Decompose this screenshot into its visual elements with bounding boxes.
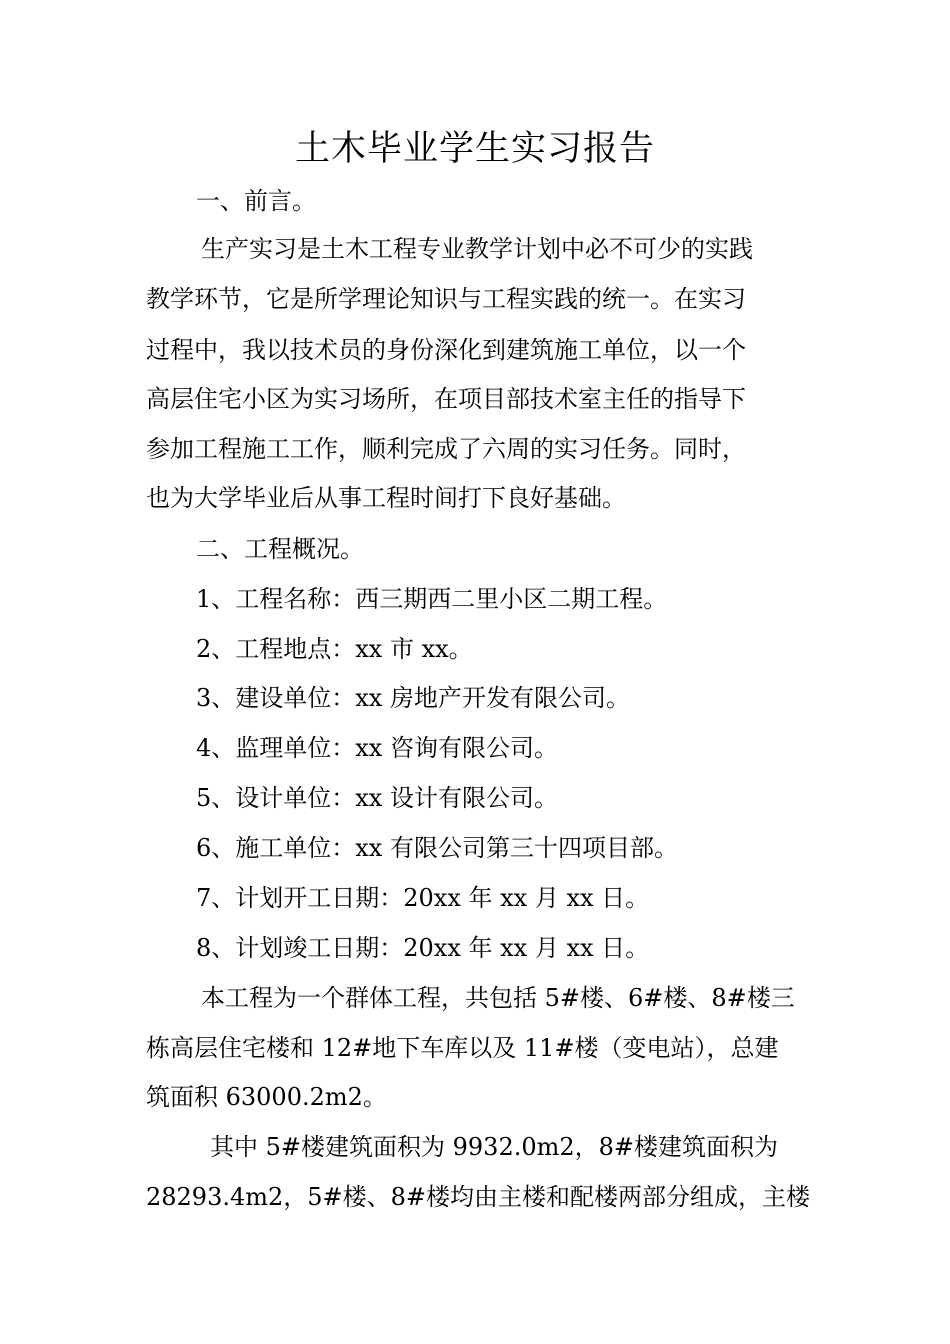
list-item: 4、监理单位：xx 咨询有限公司。 — [196, 734, 558, 762]
paragraph-line: 过程中，我以技术员的身份深化到建筑施工单位，以一个 — [146, 336, 746, 364]
paragraph-line: 筑面积 63000.2m2。 — [146, 1083, 387, 1111]
section-heading-overview: 二、工程概况。 — [196, 535, 364, 563]
paragraph-line: 高层住宅小区为实习场所，在项目部技术室主任的指导下 — [146, 385, 746, 413]
paragraph-line: 也为大学毕业后从事工程时间打下良好基础。 — [146, 484, 626, 512]
paragraph-line: 参加工程施工工作，顺利完成了六周的实习任务。同时， — [146, 435, 746, 463]
page-title: 土木毕业学生实习报告 — [294, 129, 655, 169]
list-item: 3、建设单位：xx 房地产开发有限公司。 — [196, 684, 630, 712]
list-item: 6、施工单位：xx 有限公司第三十四项目部。 — [196, 834, 678, 862]
paragraph-line: 本工程为一个群体工程，共包括 5#楼、6#楼、8#楼三 — [201, 984, 795, 1012]
list-item: 8、计划竣工日期：20xx 年 xx 月 xx 日。 — [196, 934, 650, 962]
section-heading-preface: 一、前言。 — [196, 187, 316, 215]
paragraph-line: 栋高层住宅楼和 12#地下车库以及 11#楼（变电站），总建 — [146, 1034, 779, 1062]
list-item: 2、工程地点：xx 市 xx。 — [196, 635, 473, 663]
list-item: 7、计划开工日期：20xx 年 xx 月 xx 日。 — [196, 884, 650, 912]
paragraph-line: 教学环节，它是所学理论知识与工程实践的统一。在实习 — [146, 285, 746, 313]
paragraph-line: 28293.4m2，5#楼、8#楼均由主楼和配楼两部分组成，主楼 — [146, 1183, 811, 1211]
paragraph-line: 其中 5#楼建筑面积为 9932.0m2，8#楼建筑面积为 — [210, 1133, 779, 1161]
paragraph-line: 生产实习是土木工程专业教学计划中必不可少的实践 — [201, 235, 753, 263]
list-item: 5、设计单位：xx 设计有限公司。 — [196, 784, 558, 812]
list-item: 1、工程名称：西三期西二里小区二期工程。 — [196, 585, 668, 613]
